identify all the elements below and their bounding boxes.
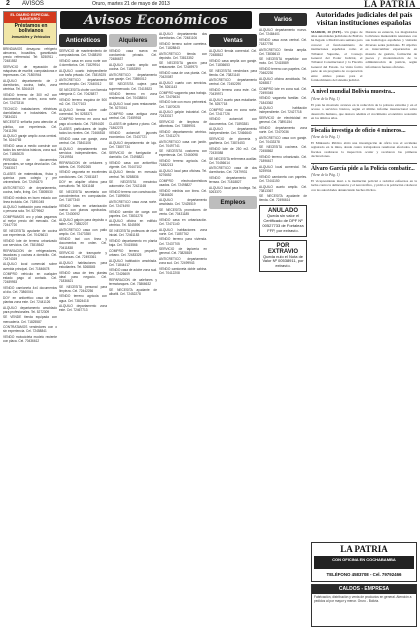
classified-ad: SERVICIO de fumigación a domicilio. Cel. 72498821 [109, 150, 157, 159]
classified-ad: ANTICRETICO tienda con depósito. Cel. 73813352 [159, 51, 207, 60]
bottom-ad-title: CALDOS - EMPRESA [312, 585, 416, 594]
classified-ad: ALQUILO departamento dos dormitorios. Cel. 72481106 [159, 32, 207, 41]
classified-ad: VENDO casa con garaje, zona central. Cel. 73841106 [59, 137, 107, 146]
classified-ad: ALQUILO departamento nuevo. Cel. 72484401 [259, 28, 307, 37]
classified-ad: ALQUILO habitación para estudiante o persona sola. Tel. 5279962 [3, 205, 57, 214]
news-body-3: El país ha mostrado avances en la reducción de la pobreza extrema y en el acceso a servicios básicos, según el último informe internacional sobre desarrollo humano, que destaca además el crecimiento económico sostenido en los últimos años. [311, 102, 417, 121]
classified-ad: BRINDAMOS desayuno refrigerio almuerzo, bocaditos, garantizado precio referencial. Tel: 5250911 - 72481552 [3, 47, 57, 64]
classified-ad: SERVICIO de reparación de máquinas de escribir, computadoras e impresoras. Cel. 71800944 [3, 64, 57, 78]
classified-ad: ALQUILO cuarto para estudiante. Tel. 5257718 [209, 97, 257, 106]
ads-column-2 [59, 32, 107, 627]
news-headline: Autoridades judiciales del país visitan instituciones españolas [315, 11, 413, 27]
classified-ad: VENDO terreno con papeles. Cel. 70462230 [259, 67, 307, 76]
news-headline-3: Fiscalía investiga de oficio 4 mineros... [311, 127, 406, 134]
classified-ad: SE NECESITA enfermera auxiliar. Cel. 70456614 [209, 156, 257, 165]
classified-ad: ANTICRETICO departamento central amplio. Cel. 72440012 [59, 78, 107, 87]
classified-ad: REPARACION de calefones y termotanques. Cel. 73866632 [109, 278, 157, 287]
news-dateline: MADRID, 20 (EFE).- [311, 29, 344, 34]
classified-ad: ANTICRETICO departamento zona sud. Cel. 72499943 [159, 256, 207, 266]
classified-ad: ALQUILO habitación amoblada. Cel. 71844417 [109, 258, 157, 267]
classified-ad: VENDO terreno en zona residencial. Cel. 70438804 [109, 92, 157, 101]
promo-subtitle: Inmuebles y Vehículos [11, 35, 51, 39]
classified-ad: CLASES de guitarra y piano. Cel. 71862275 [109, 121, 157, 130]
classified-ad: ALQUILO cuarto amplio. Cel. 73813367 [259, 184, 307, 193]
news-source-3: (Viene de la Pág. 1) [311, 135, 340, 140]
ads-list-2 [59, 49, 107, 312]
classified-ad: SE NECESITA chofer con licencia categoría C. Cel. 70428877 [59, 88, 107, 97]
classified-ad: ALQUILO cuarto con servicios. Tel. 5261143 [159, 80, 207, 89]
classified-ad: SERVICIO de limpieza de alfombras. Cel. 73859901 [159, 120, 207, 129]
classified-ad: ALQUILO oficina amoblada. Tel. 5248817 [259, 76, 307, 85]
classified-ad: VENDO casa de adobe zona sud. Cel. 72426609 [109, 268, 157, 277]
news-text-1: Un grupo de altas autoridades judiciales de Bolivia ha llegado a Madrid esta semana para conocer el funcionamiento de instituciones españolas como el Tribunal Supremo, el Consejo General del Poder Judicial, el Tribunal Constitucional y la Fiscalía General del Estado. La visita forma parte de un programa de cooperación entre ambos países para el fortalecimiento del sistema judicial. [311, 29, 363, 83]
classified-ad: VENDO departamento en planta baja. Cel. 70415566 [109, 238, 157, 248]
ads-list-4 [159, 32, 207, 275]
classified-ad: ALQUILO departamento amoblado para profesionales. Tel. 5272309 [3, 305, 57, 314]
classified-ad: ALQUILO galpón para depósito o taller. Cel. 73852207 [59, 217, 107, 226]
anulado-text: Queda sin valor el Certificado de DPF Nº 00527733 de Fortaleza FFP, por extravío. [262, 213, 304, 233]
news-source-2: (Viene de la Pág. 1) [311, 97, 340, 102]
classified-ad: ALQUILO departamento amoblado. Cel. 72425519 [159, 198, 207, 207]
classified-ad: VENDO lote de terreno urbanizado con servicios. Cel. 73815542 [3, 238, 57, 247]
classified-ad: VENDO casa de tres plantas ideal para negocio. Cel. 71836621 [59, 270, 107, 283]
news-headline-2: A nivel mundial Bolivia muestra... [311, 89, 396, 96]
classified-ad: PERDIDA de documentos personales, se ruega devolución. Cel. 72483017 [3, 158, 57, 171]
classified-ad: ALQUILO cuarto independiente con baño privado. Cel. 73819225 [59, 68, 107, 77]
classified-ad: ALQUILO galpón industrial. Cel. 72433317 [159, 110, 207, 119]
section-header-anticreticos: Anticréticos [59, 34, 107, 47]
classified-ad: ALQUILO tienda comercial. Cel. 72488812 [209, 49, 257, 58]
news-column-1 [311, 30, 363, 83]
classified-ad: VENDO terreno para vivienda. Cel. 72437705 [159, 237, 207, 246]
classified-ad: VENDO camioneta 4x4 documentos al día. Cel. 73860041 [3, 286, 57, 295]
classified-ad: ALQUILO tienda sobre calle comercial. Tel. 5253371 [59, 107, 107, 116]
classified-ad: VENDO taxi con línea y documentos en orden. Cel. 70411838 [59, 237, 107, 250]
page-number: 2 [6, 0, 10, 7]
classified-ad: VENDO casa de una planta. Cel. 70420087 [159, 71, 207, 80]
classified-ad: SE NECESITA promotores de venta. Cel. 70431185 [159, 208, 207, 217]
classified-ad: ALQUILO tienda en mercado central. Tel. 5258836 [109, 170, 157, 179]
promo-box [3, 11, 57, 45]
classified-ad: COMPRO casa antigua zona central. Cel. 72459918 [109, 111, 157, 120]
ads-list-3 [109, 49, 157, 296]
section-name: AVISOS [22, 1, 44, 7]
classified-ad: ANTICRETICO casa con garaje. Cel. 70433378 [259, 135, 307, 144]
classified-ad: ALQUILO local comercial sobre avenida principal. Cel. 71846678 [3, 262, 57, 271]
classified-ad: SE NECESITA mecánico automotriz. Cel. 72421165 [109, 180, 157, 189]
promo-top: EL DIARIO ESPECIAL SANITARIO [4, 12, 56, 23]
classified-ad: VENDO casa zona central. Cel. 71827750 [259, 37, 307, 46]
classified-ad: VENDO departamento zona norte. Cel. 72470036 [259, 125, 307, 134]
section-header-empleos: Empleos [209, 196, 257, 209]
news-body-5: El vicepresidente instó a la institución policial a redoblar esfuerzos en la lucha contra la delincuencia y el narcotráfico, y pidió a la población colaborar con las autoridades denunciando hechos ilícitos. [311, 178, 417, 192]
ads-list-1 [3, 47, 57, 343]
classified-ad: VENDO automóvil japonés económico. Cel. 72437721 [109, 131, 157, 140]
banner-title: Avisos Económicos [84, 12, 228, 28]
ads-column-3 [109, 32, 157, 627]
ads-list-5a [209, 49, 257, 194]
classified-ad: CONTRATAMOS vendedores con o sin experiencia. Cel. 72458841 [3, 325, 57, 334]
classified-ad: COMPRAMOS oro y plata pagamos al mejor precio del mercado. Cel. 72447720 [3, 215, 57, 228]
classified-ad: ALQUILO local para oficinas. Tel. 5276652 [159, 168, 207, 178]
classified-ad: ALQUILO habitaciones zona norte. Cel. 71857762 [159, 227, 207, 236]
news-headline-4: Álvaro García pide a la Policía combatir... [311, 165, 415, 172]
bottom-ad-text: Fabricación, distribución y venta de productos en general. Atención a pedidos al por mayor y menor. Oruro - Bolivia. [314, 595, 412, 603]
footer-phone: TELÉFONO 4583708 - Cel. 79792466 [326, 572, 402, 577]
classified-ad: ANTICRETICO casa con patio amplio. Cel. 72473350 [59, 227, 107, 236]
classified-ad: VENDO terreno sobre carretera. Cel. 71828843 [159, 41, 207, 50]
classified-ad: SERVICIO de electricidad en general. Cel. 73891154 [259, 116, 307, 125]
classified-ad: SE NECESITA repartidor con moto. Cel. 72415589 [259, 57, 307, 66]
classified-ad: ALQUILO garaje amplio zona central. Tel. 5244765 [3, 134, 57, 143]
classified-ad: ALQUILO departamento de lujo. Cel. 73807734 [109, 141, 157, 150]
classified-ad: ALQUILO cuarto amplio con cocina. Cel. 71853390 [109, 62, 157, 71]
classified-ad: SERVICIO de transporte y mudanzas. Cel. 72493361 [59, 251, 107, 260]
classified-ad: COMPRO terreno pequeño urbano. Cel. 72483325 [109, 248, 157, 257]
section-header-varios: Varios [259, 13, 307, 26]
classified-ad: SE NECESITA costurera con experiencia. Cel. 72460098 [159, 149, 207, 158]
classified-ad: VENDO terreno de 300 m2 con documentos en orden, zona norte. Cel. 72473316 [3, 92, 57, 105]
section-header-alquileres: Alquileres [109, 34, 157, 47]
classified-ad: VENDO terreno agrícola con agua. Cel. 73824418 [59, 294, 107, 303]
classified-ad: SE NECESITA secretaria con conocimientos en computación. Cel. 71877340 [59, 190, 107, 203]
classified-ad: VENDO casa en zona norte con 4 dormitorios. Cel. 71829914 [59, 58, 107, 67]
ads-column-4 [159, 32, 207, 627]
newspaper-brand: LA PATRIA [364, 0, 416, 9]
classified-ad: ALQUILO departamento con servicios independientes. Cel. 72419934 [59, 146, 107, 159]
classifieds-banner [60, 11, 252, 29]
classified-ad: CLASES particulares de inglés todos los niveles. Cel. 72466518 [59, 127, 107, 136]
news-columns [311, 30, 417, 83]
news-source-4: (Viene de la Pág. 1) [311, 173, 340, 178]
classified-ad: ANTICRETICO casa zona norte. Cel. 72474490 [109, 199, 157, 208]
classified-ad: VENDO lote con muro perimetral. Cel. 71870025 [159, 100, 207, 109]
extravio-notice [259, 240, 307, 272]
classified-ad: ANTICRETICO tienda amplia. Cel. 73836613 [259, 47, 307, 56]
classified-ad: ANTICRETICO departamento central. Cel. 72452290 [209, 78, 257, 87]
classified-ad: DOY en anticrético casa de dos plantas zona este. Cel. 72441126 [3, 295, 57, 304]
classified-ad: ALQUILO departamento de 2 dormitorios, cocina, baño, zona céntrica. Tel. 5264419 [3, 78, 57, 92]
classified-ad: ALQUILO oficina en edificio céntrico. Tel. 5245590 [109, 219, 157, 228]
classified-ad: VENDO terreno agrícola. Cel. 71882213 [159, 159, 207, 168]
classified-ad: REPARACION de celulares y tablets. Cel. 70492265 [59, 160, 107, 169]
classified-ad: VENDO vagoneta familiar. Cel. 71843362 [259, 96, 307, 105]
classified-ad: SERVICIO de tapicería en general. Cel. 73828819 [159, 247, 207, 256]
classified-ad: VENDO vagoneta en excelentes condiciones. Cel. 72451187 [59, 170, 107, 179]
classified-ad: VENDO camioneta doble cabina. Cel. 70412208 [159, 266, 207, 275]
bottom-advertisement [311, 584, 417, 627]
classified-ad: VENDO minibús con línea. Cel. 73846620 [159, 188, 207, 197]
issue-date: Oruro, martes 21 de mayo de 2013 [92, 1, 170, 7]
classified-ad: ALQUILO local comercial. Tel. 5239904 [259, 164, 307, 174]
extravio-title: POR EXTRAVIO [267, 242, 299, 255]
anulado-title: ANULADO [268, 208, 298, 215]
ads-column-6 [259, 11, 307, 627]
classified-ad: VENDO lotes en urbanización nueva con planos aprobados. Cel. 72430092 [59, 203, 107, 217]
classified-ad: ALQUILO habitaciones para estudiantes. Tel. 5268845 [59, 261, 107, 270]
classified-ad: COMPRO casa en zona norte. Cel. 72417726 [209, 107, 257, 116]
promo-title: Préstamos en bolivianos [14, 23, 48, 35]
footer-brand: LA PATRIA [340, 544, 388, 554]
page-header [0, 0, 420, 9]
divider [311, 125, 417, 126]
classified-ad: SE NECESITA garzón para restaurante. Cel. 72449970 [159, 61, 207, 70]
classified-ad: VENDO departamento céntrico. Cel. 72411274 [159, 129, 207, 138]
classified-ad: SE NECESITA ayudante de tienda. Cel. 72496614 [259, 194, 307, 203]
classified-ad: SE NECESITA personal para limpieza. Cel. 72442256 [59, 284, 107, 293]
classified-ad: SE NECESITA cocinera. Cel. 72458862 [259, 145, 307, 154]
classified-ad: REPARACION de refrigeradores, lavadoras y cocinas a domicilio. Cel. 72474319 [3, 248, 57, 261]
anulado-notice [259, 205, 307, 236]
classified-ad: VENDO casa con anticrético vigente. Cel. 70447102 [109, 160, 157, 169]
classified-ad: ALQUILO habitación independiente. Cel. 72427718 [259, 106, 307, 115]
news-article [311, 11, 417, 627]
footer-bar: CON OFICINA EN COCHABAMBA [314, 556, 414, 569]
classified-ad: ALQUILO local para restaurante. Tel. 5270041 [109, 102, 157, 111]
classified-ad: SE NECESITA profesora de nivel inicial. Cel. 72461183 [109, 229, 157, 238]
classified-ad: VENDO terreno esquina de 500 m2. Cel. 72477103 [59, 97, 107, 106]
classified-ad: ALQUILO departamento zona este. Cel. 72467713 [59, 304, 107, 313]
classified-ad: VENDO terreno zona este. Cel. 70439971 [209, 88, 257, 97]
classified-ad: TECNICO instalaciones eléctricas domiciliarias e industriales. Cel. 73834321 [3, 106, 57, 119]
classified-ad: ANTICRETICO de departamento, cocina, baño, living. Cel. 73805530 [3, 185, 57, 194]
section-header-ventas: Ventas [209, 34, 257, 47]
news-body-2: Durante su estancia, los magistrados bolivianos mantendrán reuniones con sus homólogos españoles y visitarán diversas sedes judiciales. El objetivo es intercambiar experiencias en materia de gestión, formación de jueces y modernización de la administración de justicia, según informaron fuentes oficiales. [365, 29, 417, 69]
classified-ad: DOY en alquiler oficina para consultorio. Tel. 5241168 [59, 180, 107, 189]
classified-ad: SE VENDE tienda equipada con mercadería. Cel. 71825587 [3, 315, 57, 324]
classified-ad: COMPRO electrodomésticos usados. Cel. 72498827 [159, 178, 207, 187]
classified-ad: SERVICIO de plomería y gasfitería. Cel. 73874453 [209, 137, 257, 146]
classified-ad: SERVICIO de mantenimiento de computadoras. Cel. 72488190 [59, 49, 107, 58]
classified-ad: COMPRO vehículo en cualquier estado pago al contado. Cel. 72489953 [3, 272, 57, 285]
classified-ad: SE NECESITA cajera para supermercado. Cel. 72415523 [109, 82, 157, 91]
classified-ad: ALQUILO departamento independiente. Cel. 72466640 [209, 127, 257, 136]
classified-ad: ANTICRETICO casa de dos dormitorios. Cel. 72479931 [209, 166, 257, 175]
news-body-4: El Ministerio Público abrió una investigación de oficio tras el accidente registrado en la mina, donde cuatro trabajadores resultaron afectados. Los fiscales realizaron la inspección ocular y recabaron las primeras declaraciones. [311, 140, 417, 159]
classified-ad: VENDO departamento con terraza. Cel. 71818827 [209, 176, 257, 185]
classified-ad: VENDO casa nueva en condominio privado. Cel. 72486637 [109, 49, 157, 62]
news-column-2 [366, 30, 418, 83]
newspaper-office-ad [311, 542, 417, 582]
divider [311, 163, 417, 164]
classified-ad: VENDO motocicleta modelo reciente con placa. Cel. 70436612 [3, 334, 57, 344]
classified-ad: VENDO automóvil con documentos. Cel. 71893381 [209, 117, 257, 126]
classified-ad: VENDO casa amplia con garaje. Cel. 71836653 [209, 58, 257, 67]
classified-ad: COMPRO vagoneta para trabajo. Cel. 72476634 [159, 90, 207, 99]
classified-ad: SE NECESITA ayudante de cocina con experiencia. Cel. 70426613 [3, 228, 57, 238]
ads-column-1 [3, 11, 57, 627]
classified-ad: VENDO minibús en buen estado con línea incluida. Cel. 71891045 [3, 195, 57, 204]
classified-ad: ANTICRETICO departamento con garaje. Cel. 73890012 [109, 72, 157, 81]
classified-ad: VENDO lote de 250 m2. Cel. 72430088 [209, 146, 257, 155]
classified-ad: ANTICRETICO casa con jardín. Cel. 70497741 [159, 139, 207, 148]
classified-ad: COMPRO lote en zona sud. Cel. 72490045 [259, 86, 307, 95]
ads-list-6 [259, 28, 307, 202]
classified-ad: VENDO terreno con construcción. Cel. 71899054 [109, 190, 157, 199]
classified-ad: NECESITO señorita para atención al público, con experiencia. Cel. 70411296 [3, 120, 57, 133]
divider [311, 86, 417, 87]
classified-ad: ALQUILO local para bodega. Tel. 5263370 [209, 185, 257, 195]
classified-ad: CLASES de matemáticas, física y química para colegio y pre universitario. Cel. 72491870 [3, 171, 57, 185]
classified-ad: VENDO casa en urbanización. Cel. 72471140 [159, 217, 207, 226]
classified-ad: VENDO terreno urbanizado. Cel. 71896617 [259, 155, 307, 164]
classified-ad: VENDO camión de carga con papeles. Cel. 73831278 [109, 209, 157, 218]
ads-column-5 [209, 32, 257, 627]
news-body-1 [311, 30, 363, 83]
classified-ad: VENDO camioneta con papeles. Cel. 72441150 [259, 174, 307, 183]
classified-ad: COMPRO terreno en zona sud pago al contado. Cel. 71894420 [59, 117, 107, 126]
classified-ad: VENDO casa a medio construir con todos los servicios básicos, zona sud. Cel. 71863025 [3, 144, 57, 157]
classified-ad: SE NECESITA vendedora para tienda. Cel. 73821140 [209, 68, 257, 77]
extravio-text: Queda nulo el Nota de Valor Nº 00538911, por extravío. [262, 253, 304, 269]
classified-ad: SE NECESITA ayudante de albañil. Cel. 72452278 [109, 287, 157, 296]
